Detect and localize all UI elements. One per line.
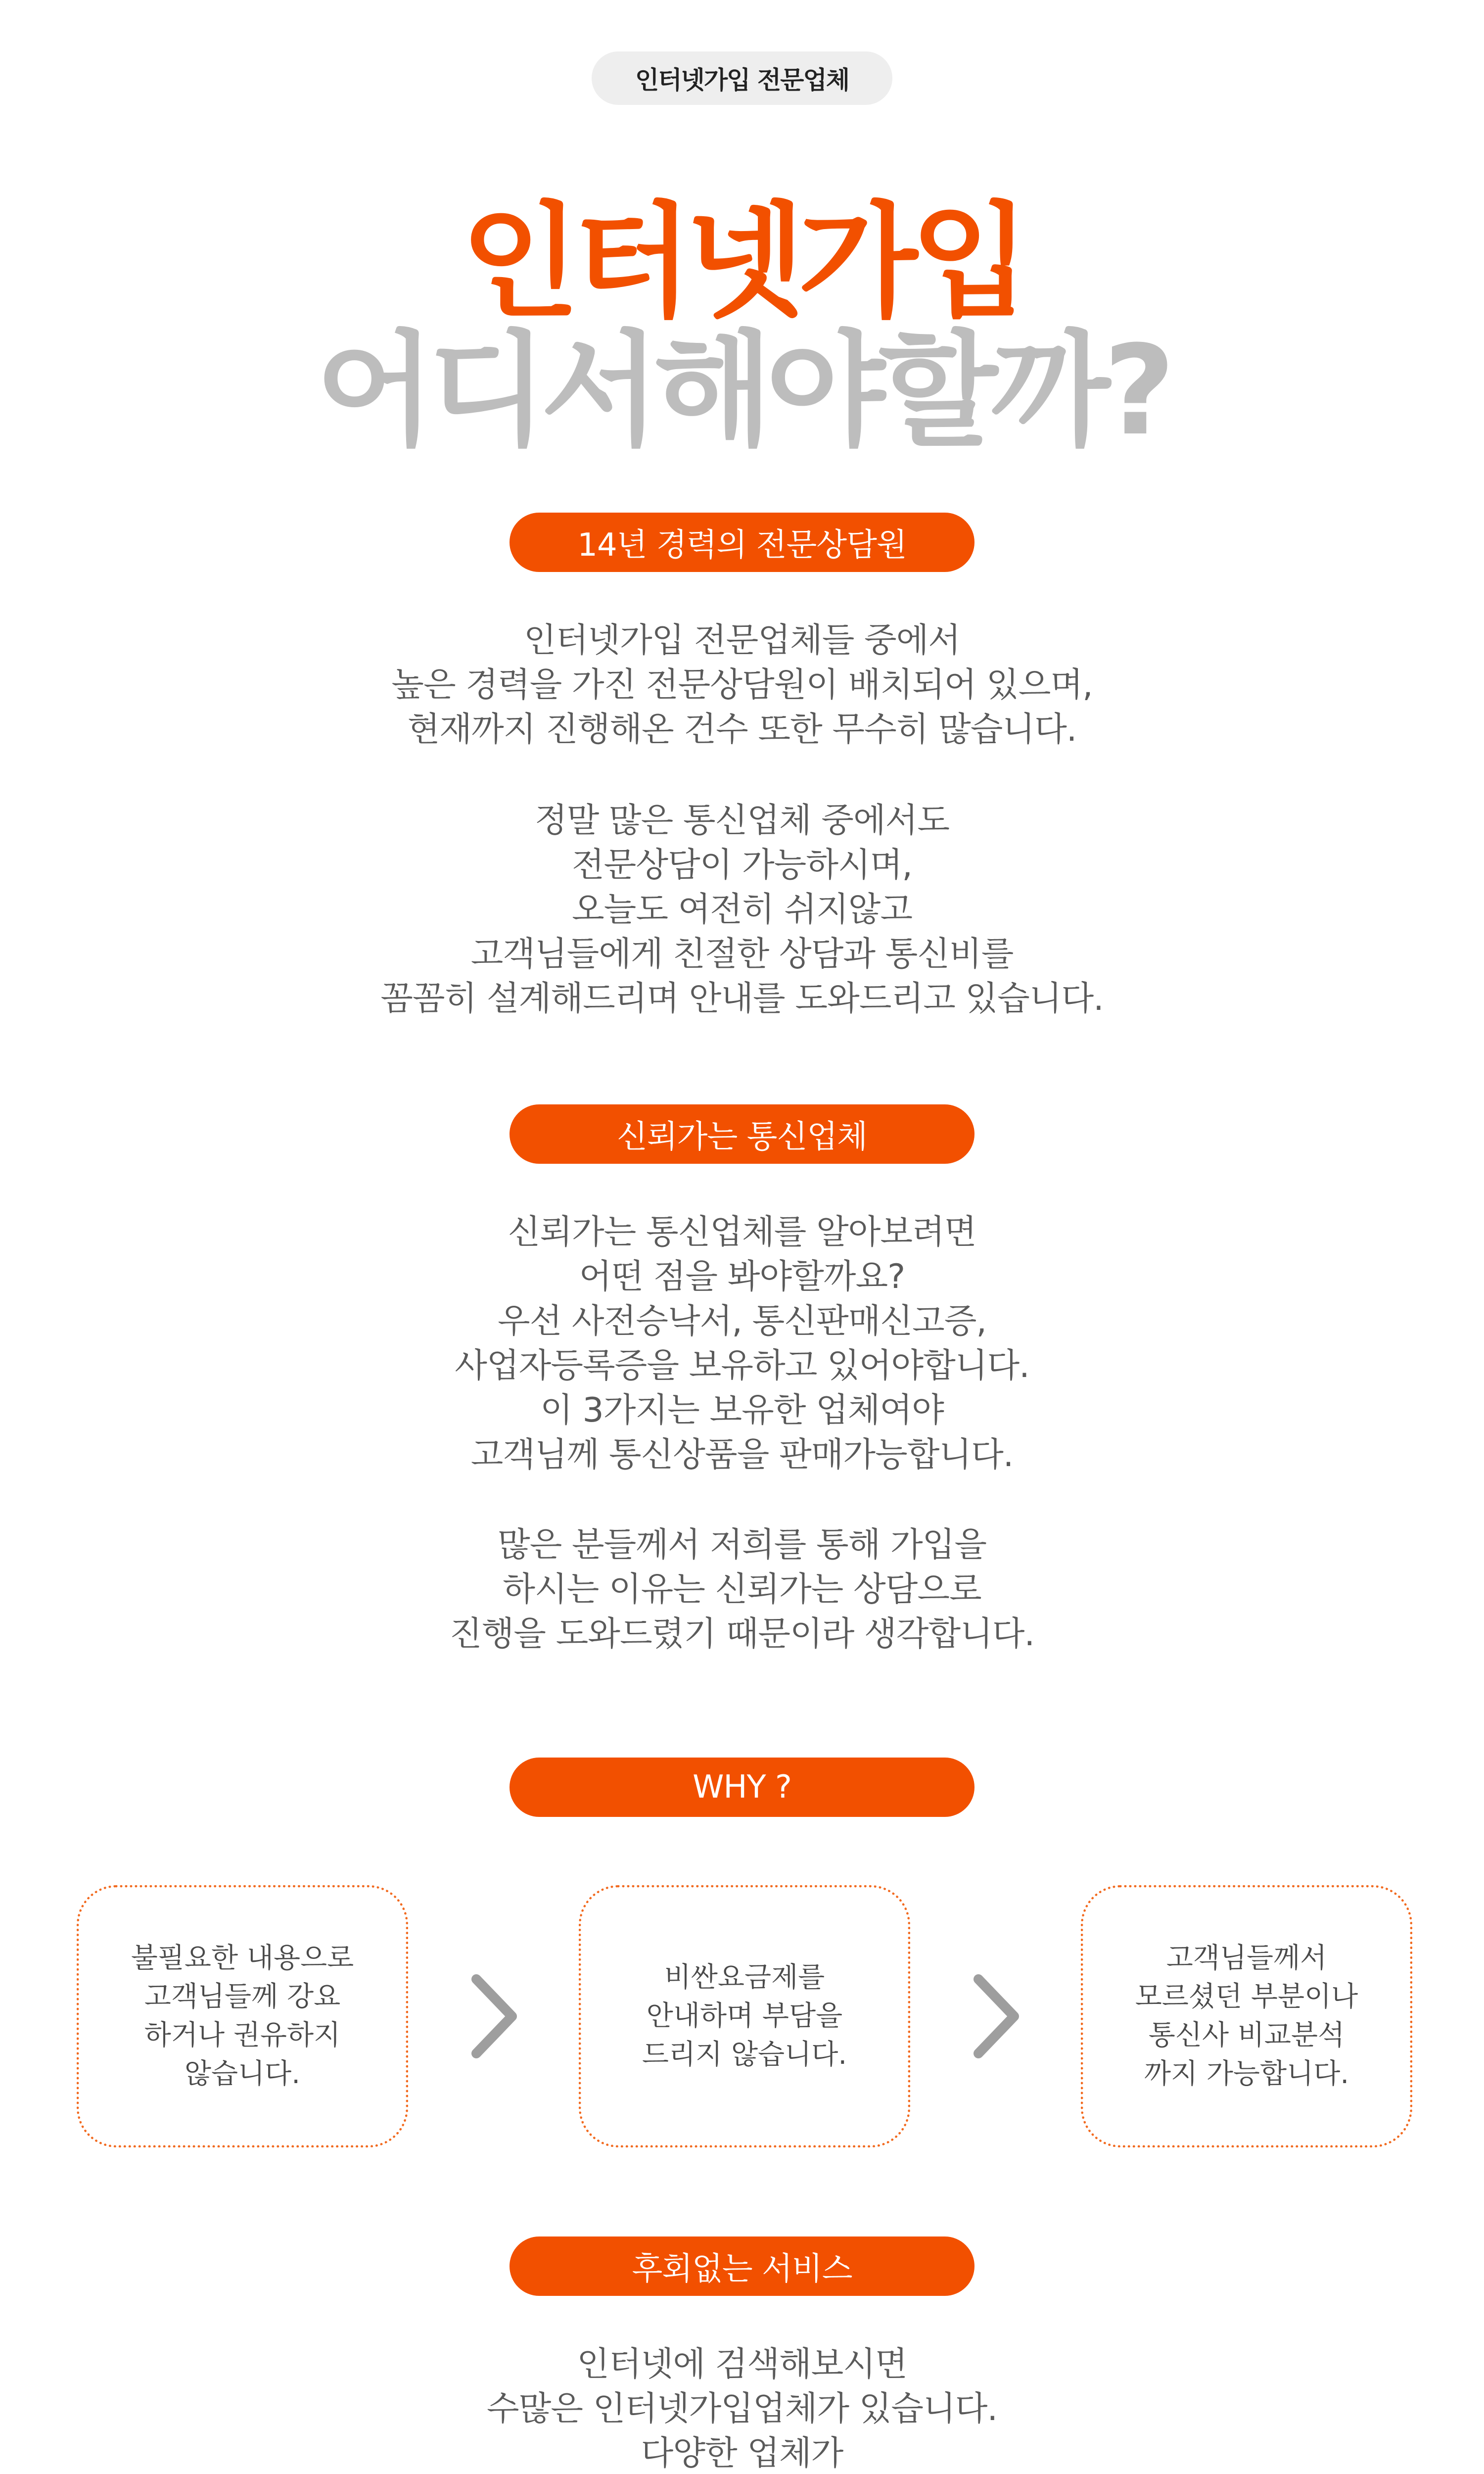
text-line: 인터넷가입 전문업체들 중에서 bbox=[523, 621, 961, 660]
top-badge: 인터넷가입 전문업체 bbox=[592, 51, 892, 105]
text-line: 까지 가능합니다. bbox=[1144, 2058, 1349, 2090]
text-line: 고객님들께서 bbox=[1166, 1942, 1327, 1974]
text-line: 수많은 인터넷가입업체가 있습니다. bbox=[486, 2389, 998, 2428]
text-line: 고객님께 통신상품을 판매가능합니다. bbox=[470, 1435, 1014, 1475]
text-line: 않습니다. bbox=[184, 2058, 301, 2090]
section-title-experience: 14년 경력의 전문상담원 bbox=[510, 513, 974, 572]
text-line: 고객님들께 강요 bbox=[144, 1981, 341, 2013]
why-card-3 bbox=[1081, 1885, 1412, 2147]
hero-title-line1: 인터넷가입 bbox=[461, 190, 1023, 334]
section-experience-paragraph-2 bbox=[0, 799, 1484, 1021]
section-title-trust: 신뢰가는 통신업체 bbox=[510, 1104, 974, 1164]
text-line: 드리지 않습니다. bbox=[642, 2039, 847, 2071]
section-trust-paragraph-2 bbox=[0, 1523, 1484, 1657]
text-line: 하시는 이유는 신뢰가는 상담으로 bbox=[503, 1570, 981, 1609]
text-line: 우선 사전승낙서, 통신판매신고증, bbox=[497, 1302, 987, 1341]
why-card-text bbox=[642, 1958, 847, 2074]
text-line: 현재까지 진행해온 건수 또한 무수히 많습니다. bbox=[407, 710, 1077, 749]
why-card-2 bbox=[579, 1885, 910, 2147]
text-line: 다양한 업체가 bbox=[641, 2434, 843, 2473]
text-line: 사업자등록증을 보유하고 있어야합니다. bbox=[455, 1346, 1029, 1385]
text-line: 진행을 도와드렸기 때문이라 생각합니다. bbox=[449, 1615, 1035, 1654]
text-line: 꼼꼼히 설계해드리며 안내를 도와드리고 있습니다. bbox=[380, 979, 1104, 1018]
text-line: 정말 많은 통신업체 중에서도 bbox=[534, 801, 950, 840]
why-card-text bbox=[131, 1939, 354, 2093]
text-line: 어떤 점을 봐야할까요? bbox=[579, 1257, 905, 1296]
why-card-text bbox=[1135, 1939, 1358, 2093]
text-line: 높은 경력을 가진 전문상담원이 배치되어 있으며, bbox=[391, 666, 1093, 705]
text-line: 전문상담이 가능하시며, bbox=[571, 846, 913, 885]
text-line: 비싼요금제를 bbox=[664, 1961, 825, 1994]
text-line: 이 3가지는 보유한 업체여야 bbox=[540, 1391, 944, 1430]
chevron-right-icon bbox=[467, 1974, 522, 2058]
why-card-1 bbox=[77, 1885, 408, 2147]
text-line: 안내하며 부담을 bbox=[646, 2000, 843, 2032]
section-trust-paragraph-1 bbox=[0, 1210, 1484, 1477]
text-line: 신뢰가는 통신업체를 알아보려면 bbox=[508, 1213, 976, 1252]
chevron-right-icon bbox=[970, 1974, 1024, 2058]
text-line: 인터넷에 검색해보시면 bbox=[577, 2345, 907, 2384]
text-line: 오늘도 여전히 쉬지않고 bbox=[571, 890, 913, 929]
text-line: 하거나 권유하지 bbox=[144, 2019, 341, 2051]
text-line: 통신사 비교분석 bbox=[1148, 2019, 1345, 2051]
hero-title-line2: 어디서해야할까? bbox=[316, 319, 1168, 463]
text-line: 많은 분들께서 저희를 통해 가입을 bbox=[497, 1525, 987, 1565]
section-experience-paragraph-1 bbox=[0, 618, 1484, 752]
section-title-why: WHY ? bbox=[510, 1758, 974, 1817]
section-title-service: 후회없는 서비스 bbox=[510, 2236, 974, 2296]
text-line: 고객님들에게 친절한 상담과 통신비를 bbox=[470, 935, 1014, 974]
section-service-paragraph-1 bbox=[0, 2342, 1484, 2474]
text-line: 모르셨던 부분이나 bbox=[1135, 1981, 1358, 2013]
text-line: 불필요한 내용으로 bbox=[131, 1942, 354, 1974]
